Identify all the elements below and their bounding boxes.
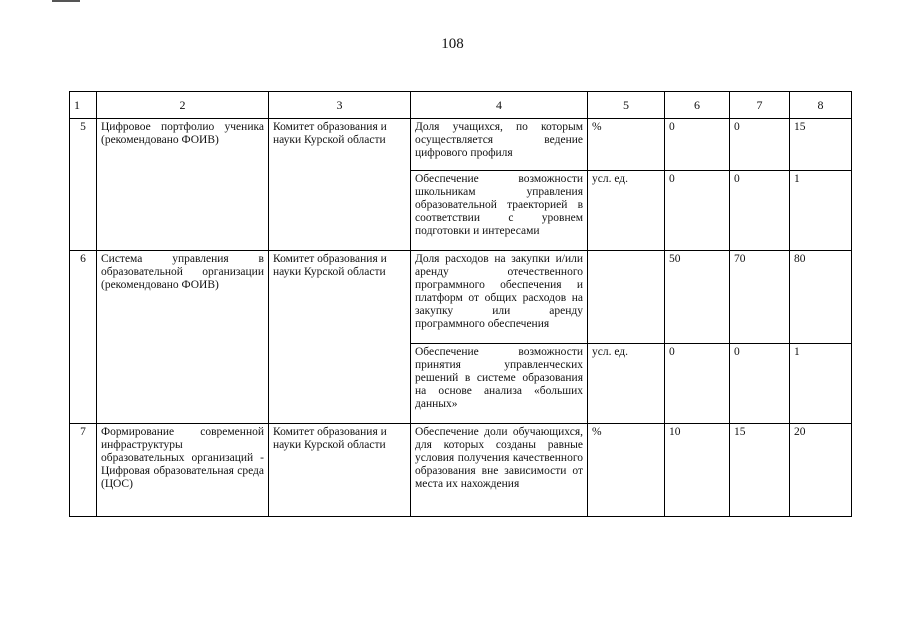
header-cell-3: 3 [269,92,411,119]
project-name: Система управления в образовательной организации (рекомендовано ФОИВ) [97,251,269,424]
project-name: Цифровое портфолио ученика (рекомендовано ФОИВ) [97,119,269,251]
value-col-6: 0 [665,344,730,424]
indicator-text: Обеспечение доли обучающихся, для которых созданы равные условия получения качественного образования вне зависимости от места их нахождения [411,424,588,517]
header-cell-4: 4 [411,92,588,119]
unit: усл. ед. [588,171,665,251]
indicator-text: Доля учащихся, по которым осуществляется ведение цифрового профиля [411,119,588,171]
header-cell-8: 8 [790,92,852,119]
value-col-6: 0 [665,171,730,251]
project-name: Формирование современной инфраструктуры образовательных организаций - Цифровая образовательная среда (ЦОС) [97,424,269,517]
unit [588,251,665,344]
table-row [70,251,852,344]
value-col-8: 1 [790,344,852,424]
value-col-7: 15 [730,424,790,517]
table-row [70,119,852,171]
executor: Комитет образования и науки Курской области [269,251,411,424]
value-col-7: 0 [730,344,790,424]
value-col-8: 15 [790,119,852,171]
executor: Комитет образования и науки Курской области [269,119,411,251]
indicators-table [69,91,852,517]
value-col-7: 0 [730,119,790,171]
row-number: 7 [70,424,97,517]
value-col-6: 50 [665,251,730,344]
unit: % [588,119,665,171]
header-row [70,92,852,119]
header-cell-1: 1 [70,92,97,119]
value-col-7: 0 [730,171,790,251]
value-col-6: 0 [665,119,730,171]
row-number: 6 [70,251,97,424]
unit: усл. ед. [588,344,665,424]
scan-mark [52,0,80,2]
indicator-text: Доля расходов на закупки и/или аренду отечественного программного обеспечения и платформ от общих расходов на закупку или аренду программного обеспечения [411,251,588,344]
page-number: 108 [441,36,464,52]
table-row [70,424,852,517]
header-cell-5: 5 [588,92,665,119]
header-cell-2: 2 [97,92,269,119]
value-col-7: 70 [730,251,790,344]
header-cell-6: 6 [665,92,730,119]
unit: % [588,424,665,517]
executor: Комитет образования и науки Курской области [269,424,411,517]
row-number: 5 [70,119,97,251]
value-col-8: 80 [790,251,852,344]
indicator-text: Обеспечение возможности школьникам управления образовательной траекторией в соответствии с уровнем подготовки и интересами [411,171,588,251]
indicator-text: Обеспечение возможности принятия управленческих решений в системе образования на основе анализа «больших данных» [411,344,588,424]
value-col-8: 20 [790,424,852,517]
header-cell-7: 7 [730,92,790,119]
value-col-6: 10 [665,424,730,517]
value-col-8: 1 [790,171,852,251]
